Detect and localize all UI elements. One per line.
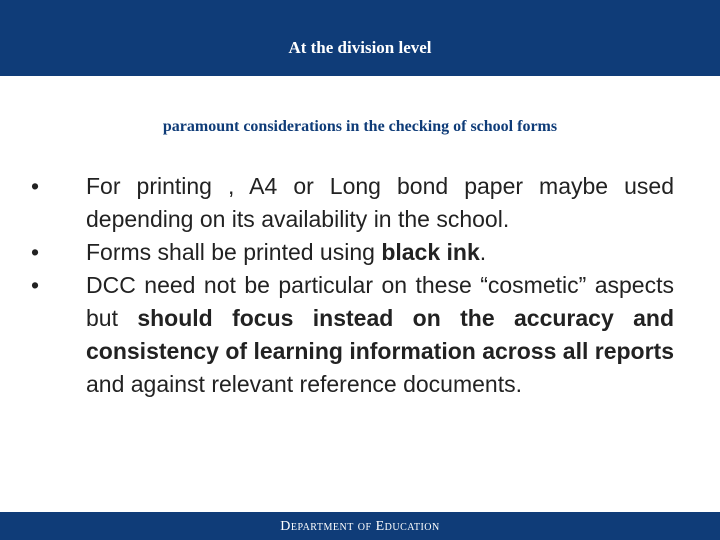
footer-text: Department of Education [280, 519, 440, 534]
bullet-text-3 [86, 272, 674, 397]
bullet-dot-icon: • [30, 272, 40, 298]
bullet-item-1 [28, 170, 674, 236]
bullet-text-2 [86, 239, 486, 265]
bullet-text-1 [86, 173, 674, 232]
bullet-3-part-3: and against relevant reference documents. [86, 371, 522, 397]
bullet-list [28, 170, 674, 401]
bullet-2-part-1: Forms shall be printed using [86, 239, 382, 265]
slide-title: At the division level [288, 38, 432, 57]
bullet-2-part-3: . [479, 239, 487, 265]
bullet-dot-icon: • [30, 173, 40, 199]
bullet-3-part-1: DCC need not be particular on these “cosmetic” aspects but [86, 272, 674, 331]
slide-subtitle: paramount considerations in the checking of school forms [162, 118, 558, 135]
bullet-dot-icon: • [30, 239, 40, 265]
bullet-2-part-2: black ink [381, 239, 480, 265]
bullet-3-part-2: should focus instead on the accuracy and consistency of learning information across all reports [86, 305, 674, 364]
bullet-item-3 [28, 269, 674, 401]
bullet-item-2 [28, 236, 674, 269]
bullet-1-part-1: For printing , A4 or Long bond paper maybe used depending on its availability in the school. [86, 173, 674, 232]
